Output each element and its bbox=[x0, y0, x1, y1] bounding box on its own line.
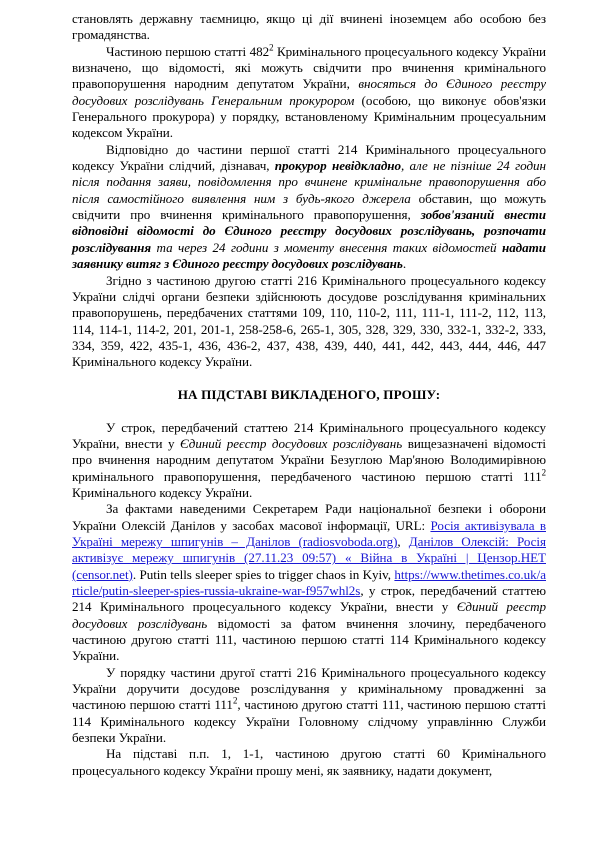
vertical-spacer bbox=[72, 403, 546, 419]
paragraph-request-1 bbox=[72, 420, 546, 502]
paragraph-run: обставин, що можуть свідчити про вчинення кримінального правопорушення, bbox=[72, 190, 546, 223]
paragraph-run: (особою, що виконує обов'язки Генерального прокурора) у порядку, встановленому Кримінальним процесуальним кодексом України. bbox=[72, 92, 546, 141]
paragraph-run: , bbox=[397, 534, 409, 549]
hyperlink-thetimes-url[interactable]: https://www.thetimes.co.uk/article/putin-sleeper-spies-russia-ukraine-war-f957whl2s bbox=[72, 566, 546, 599]
paragraph-run: . bbox=[402, 256, 407, 272]
paragraph-text-line-2: громадянства. bbox=[72, 27, 150, 43]
paragraph-request-3-assignment bbox=[72, 665, 546, 747]
section-heading: НА ПІДСТАВІ ВИКЛАДЕНОГО, ПРОШУ: bbox=[177, 386, 441, 402]
italic-run: , але не пізніше 24 годин після подання заяви, повідомлення про вчинене кримінальне правопорушення або після самостійного виявлення ним з будь-якого джерела bbox=[72, 158, 546, 206]
paragraph-request-4-document bbox=[72, 746, 546, 779]
paragraph-run: У порядку частини другої статті 216 Кримінального процесуального кодексу України доручити досудове розслідування у кримінальному провадженні за частиною першою статті 111 bbox=[72, 664, 546, 713]
paragraph-run: Кримінального процесуального кодексу України визначено, що відомості, які можуть свідчити про вчинення кримінального правопорушення народним депутатом України, bbox=[72, 43, 546, 92]
bold-italic-run: зобов'язаний внести відповідні відомості до Єдиного реєстру досудових розслідувань, розпочати розслідування bbox=[72, 207, 546, 255]
italic-run: та через 24 години з моменту внесення таких відомостей bbox=[151, 239, 502, 255]
paragraph-request-2-media-sources bbox=[72, 501, 546, 664]
paragraph-run: Кримінального кодексу України. bbox=[72, 484, 253, 500]
superscript-marker: 2 bbox=[541, 467, 546, 478]
paragraph-run: , частиною другою статті 111, частиною першою статті 114 Кримінального кодексу України Головному слідчому управлінню Служби безпеки України. bbox=[72, 697, 546, 746]
hyperlink-censor-net[interactable]: Данілов Олексій: Росія активізує мережу шпигунів (27.11.23 09:57) « Війна в Україні | Цензор.НЕТ (censor.net) bbox=[72, 534, 546, 582]
paragraph-article-482 bbox=[72, 44, 546, 142]
paragraph-run: Частиною першою статті 482 bbox=[106, 43, 270, 59]
bold-italic-run: прокурор невідкладно bbox=[274, 158, 401, 174]
paragraph-run: На підставі п.п. 1, 1-1, частиною другою статті 60 Кримінального процесуального кодексу України прошу мені, як заявнику, надати документ, bbox=[72, 746, 546, 778]
document-body bbox=[72, 11, 546, 779]
paragraph-article-214 bbox=[72, 142, 546, 273]
paragraph-run: . Putin tells sleeper spies to trigger chaos in Kyiv, bbox=[132, 566, 395, 582]
italic-run: Єдиний реєстр досудових розслідувань bbox=[180, 435, 403, 451]
paragraph-run: Згідно з частиною другою статті 216 Кримінального процесуального кодексу України слідчі органи безпеки здійснюють досудове розслідування кримінальних правопорушень, передбачених статтями 109, 110, 110-2, 111, 111-1, 111-2, 112, 113, 114, 114-1, 114-2, 201, 201-1, 258-258-6, 265-1, 305, 328, 329, 330, 332-1, 332-2, 333, 334, 359, 422, 435-1, 436, 436-2, 437, 438, 439, 440, 441, 442, 443, 444, 446, 447 Кримінального кодексу України. bbox=[72, 272, 546, 370]
italic-run: вносяться до Єдиного реєстру досудових розслідувань Генеральним прокурором bbox=[72, 76, 546, 108]
paragraph-article-216 bbox=[72, 273, 546, 371]
hyperlink-radiosvoboda[interactable]: Росія активізувала в Україні мережу шпигунів – Данілов (radiosvoboda.org) bbox=[72, 517, 546, 549]
superscript-marker: 2 bbox=[232, 696, 238, 707]
paragraph-run: відомості за фатом вчинення злочину, передбаченого частиною другою статті 111, частиною першою статті 114 Кримінального кодексу України. bbox=[72, 615, 546, 664]
paragraph-run: , у строк, передбачений статтею 214 Кримінального процесуального кодексу України, внести у bbox=[72, 583, 546, 615]
vertical-spacer bbox=[72, 371, 546, 387]
italic-run: Єдиний реєстр досудових розслідувань bbox=[72, 599, 546, 631]
paragraph-run: вищезазначені відомості про вчинення народним депутатом України Безуглою Мар'яною Володимирівною кримінального правопорушення, передбаченого частиною першою статті 111 bbox=[72, 435, 546, 484]
bold-italic-run: надати заявнику витяг з Єдиного реєстру досудових розслідувань bbox=[72, 239, 546, 272]
paragraph-run: У строк, передбачений статтею 214 Кримінального процесуального кодексу України, внести у bbox=[72, 419, 546, 451]
paragraph-continuation bbox=[72, 11, 546, 44]
paragraph-run: За фактами наведеними Секретарем Ради національної безпеки і оборони України Олексій Данілов у засобах масової інформації, URL: bbox=[72, 501, 546, 533]
superscript-marker: 2 bbox=[269, 42, 274, 53]
paragraph-text-line-1: становлять державну таємницю, якщо ці дії вчинені іноземцем або особою без bbox=[72, 11, 546, 26]
paragraph-run: Відповідно до частини першої статті 214 Кримінального процесуального кодексу України слідчий, дізнавач, bbox=[72, 141, 546, 174]
